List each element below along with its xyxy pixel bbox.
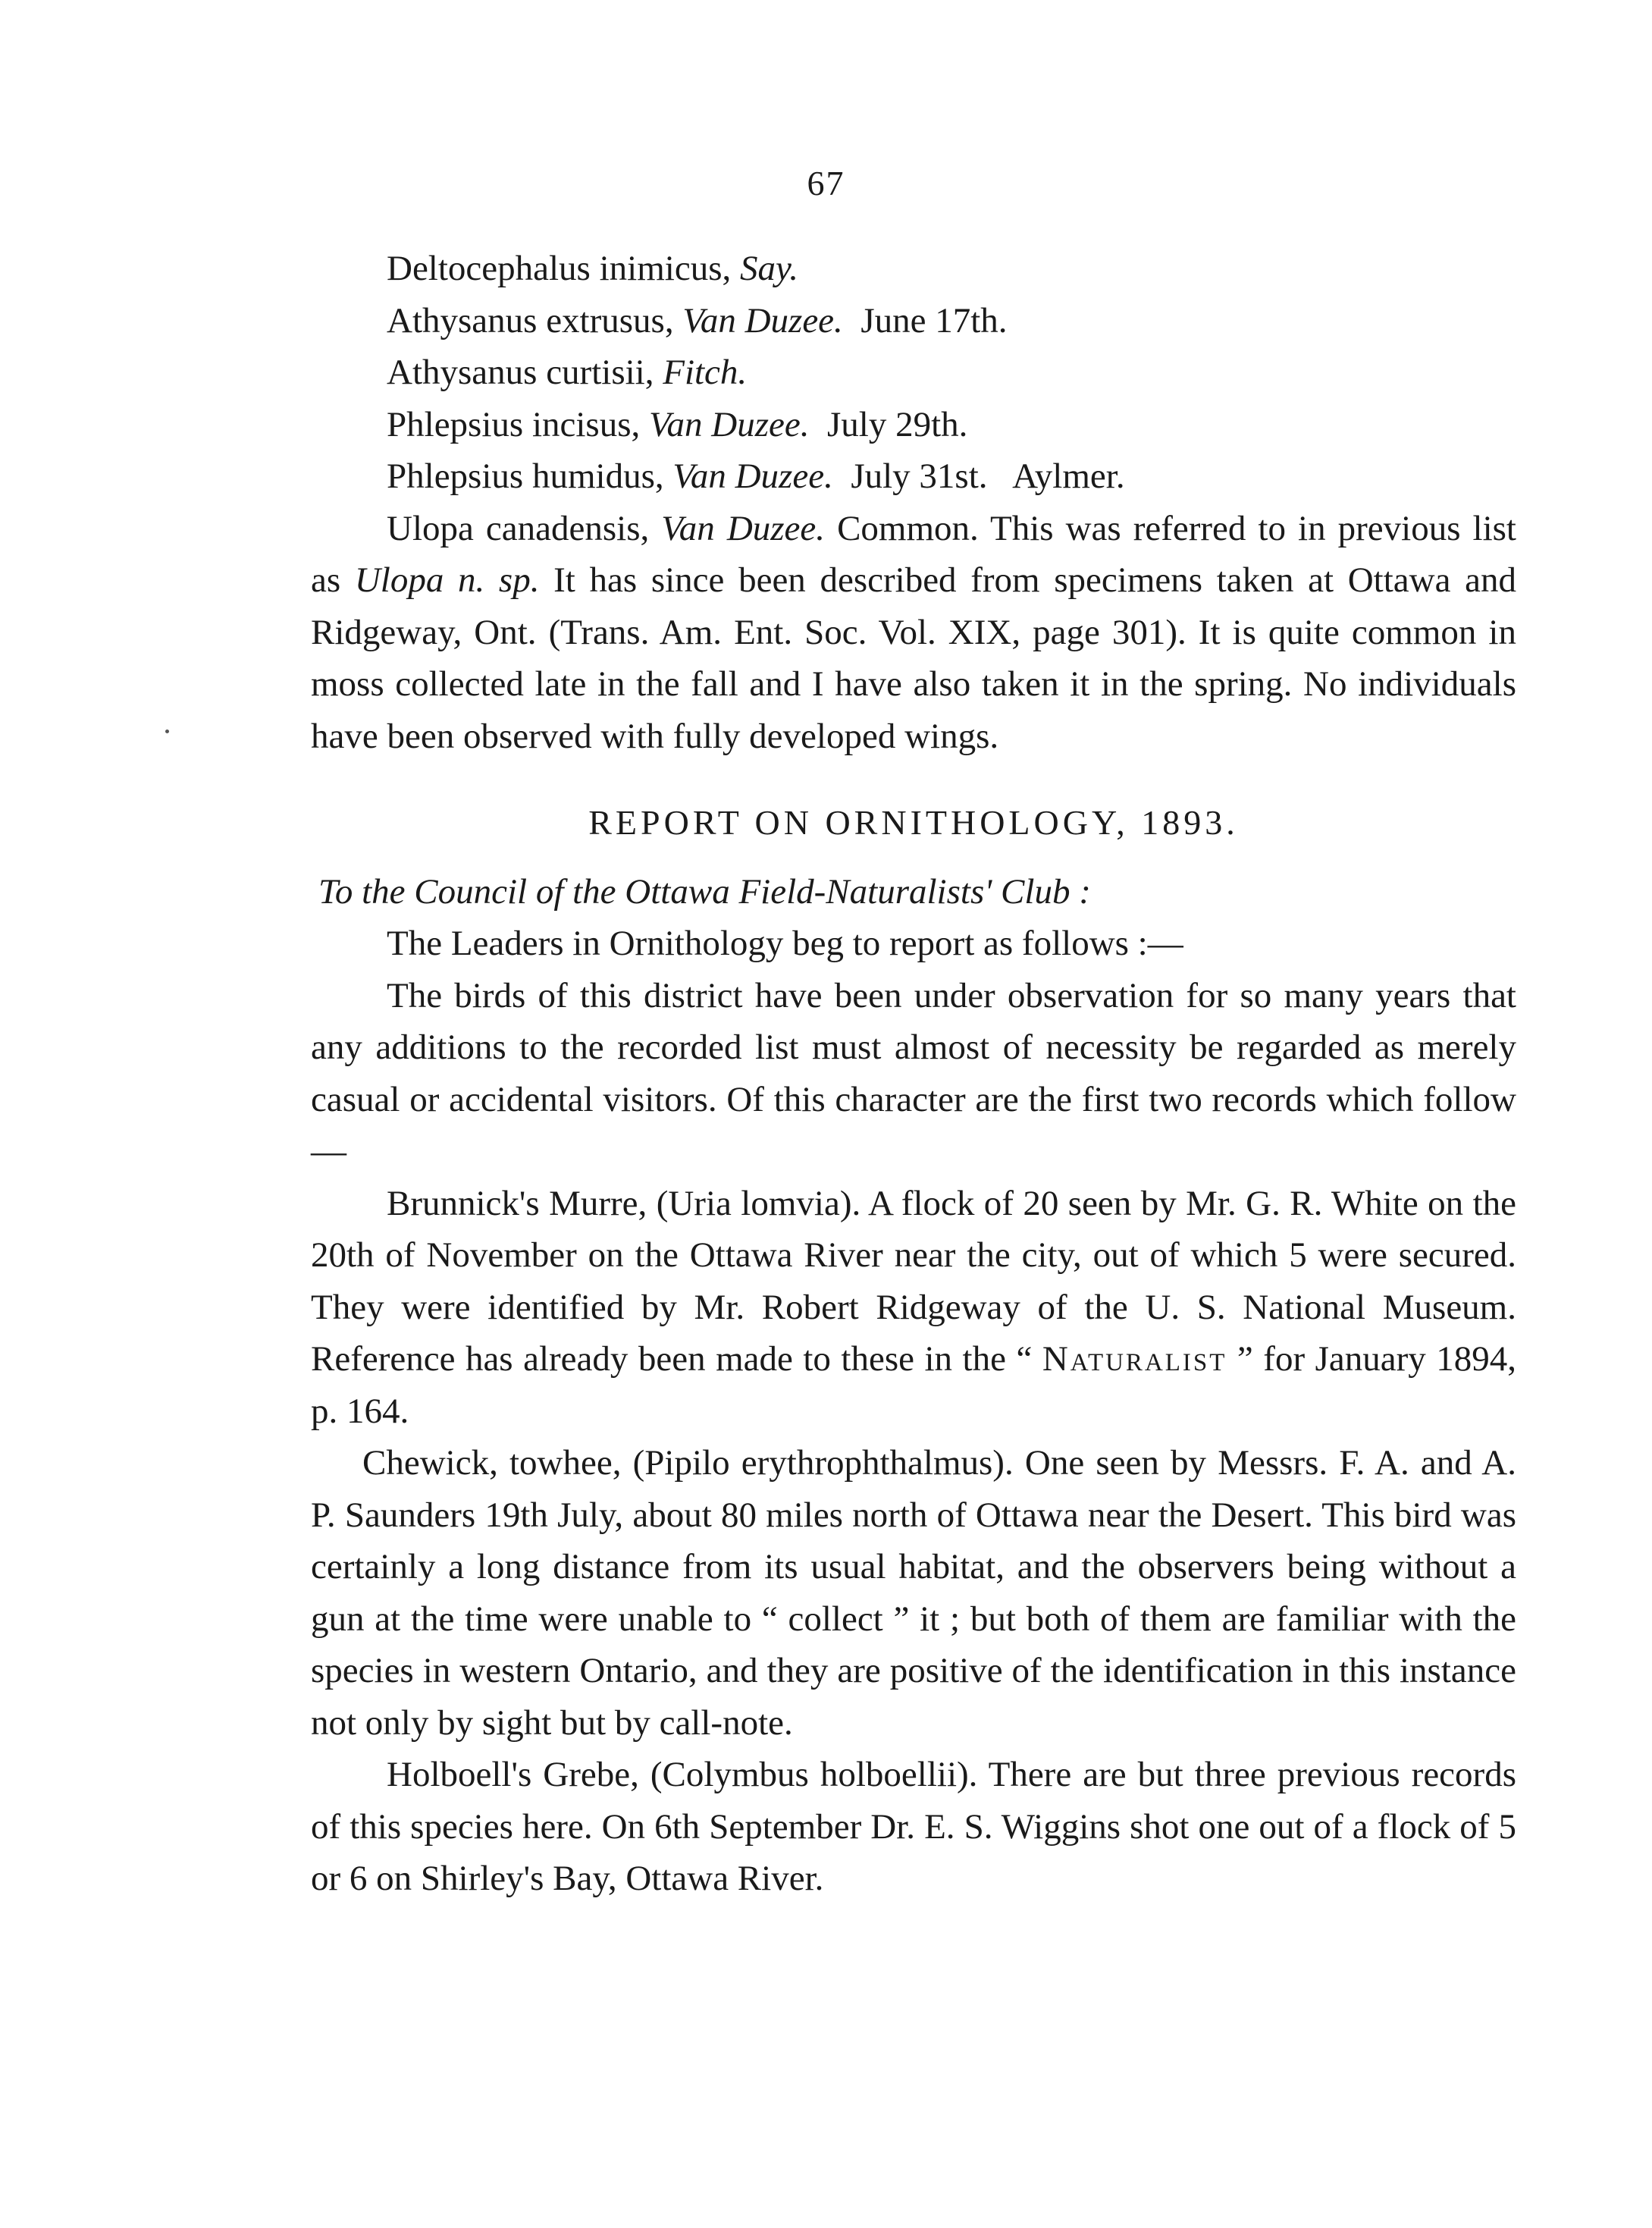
species-note: July 31st. Aylmer.: [851, 457, 1125, 496]
birds-paragraph: The birds of this district have been under observation for so many years that any additions to the recorded list must almost of necessity be regarded as merely casual or accidental visitors. Of this character are the first two records which follow—: [311, 975, 1516, 1171]
murre-paragraph: [311, 1178, 1516, 1438]
ulopa-text-a: Common. This was referred to in previous list as: [311, 508, 1516, 600]
ulopa-text-b: It has since been described from specimens taken at Ottawa and Ridgeway, Ont. (Trans. Am. Ent. Soc. Vol. XIX, page 301). It is quite common in moss collected late in the fall and I have also taken it in the spring. No individuals have been observed with fully developed wings.: [311, 560, 1516, 756]
report-heading: REPORT ON ORNITHOLOGY, 1893.: [588, 803, 1239, 842]
murre-text: Brunnick's Murre, (Uria lomvia). A flock of 20 seen by Mr. G. R. White on the 20th of November on the Ottawa River near the city, out of which 5 were secured. They were identified by Mr. Robert Ridgeway of the U. S. National Museum. Reference has already been made to these in the “: [311, 1183, 1516, 1379]
species-author: Van Duzee.: [672, 457, 833, 496]
ulopa-paragraph: [311, 503, 1516, 763]
intro-paragraph: The Leaders in Ornithology beg to report as follows :—: [387, 924, 1183, 963]
species-author: Fitch.: [663, 353, 748, 392]
grebe-paragraph: Holboell's Grebe, (Colymbus holboellii). There are but three previous records of this species here. On 6th September Dr. E. S. Wiggins shot one out of a flock of 5 or 6 on Shirley's Bay, Ottawa River.: [311, 1755, 1516, 1898]
species-author: Say.: [739, 249, 799, 288]
species-name: Ulopa canadensis,: [387, 508, 650, 548]
species-author: Van Duzee.: [661, 508, 826, 548]
species-entry: [311, 399, 1516, 451]
murre-text-end: ” for January 1894, p. 164.: [311, 1339, 1516, 1431]
stray-ink-mark: [165, 730, 169, 733]
species-name: Phlepsius incisus,: [387, 404, 641, 444]
species-entry: [311, 243, 1516, 295]
species-author: Van Duzee.: [682, 300, 843, 340]
species-name: Athysanus curtisii,: [387, 353, 654, 392]
text-column: [311, 243, 1516, 1905]
species-entry: [311, 295, 1516, 347]
ulopa-italic-name: Ulopa n. sp.: [354, 560, 540, 600]
species-name: Phlepsius humidus,: [387, 457, 664, 496]
species-name: Deltocephalus inimicus,: [387, 249, 732, 288]
species-note: July 29th.: [826, 404, 968, 444]
species-entry: [311, 450, 1516, 503]
species-note: June 17th.: [860, 300, 1008, 340]
salutation: To the Council of the Ottawa Field-Naturalists' Club :: [318, 871, 1091, 912]
species-name: Athysanus extrusus,: [387, 300, 674, 340]
chewick-paragraph: Chewick, towhee, (Pipilo erythrophthalmus). One seen by Messrs. F. A. and A. P. Saunders 19th July, about 80 miles north of Ottawa near the Desert. This bird was certainly a long distance from its usual habitat, and the observers being without a gun at the time were unable to “ collect ” it ; but both of them are familiar with the species in western Ontario, and they are positive of the identification in this instance not only by sight but by call-note.: [311, 1443, 1516, 1743]
page-number: 67: [807, 164, 845, 202]
species-entry: [311, 347, 1516, 399]
species-author: Van Duzee.: [649, 404, 810, 444]
naturalist-title: Naturalist: [1042, 1339, 1227, 1379]
